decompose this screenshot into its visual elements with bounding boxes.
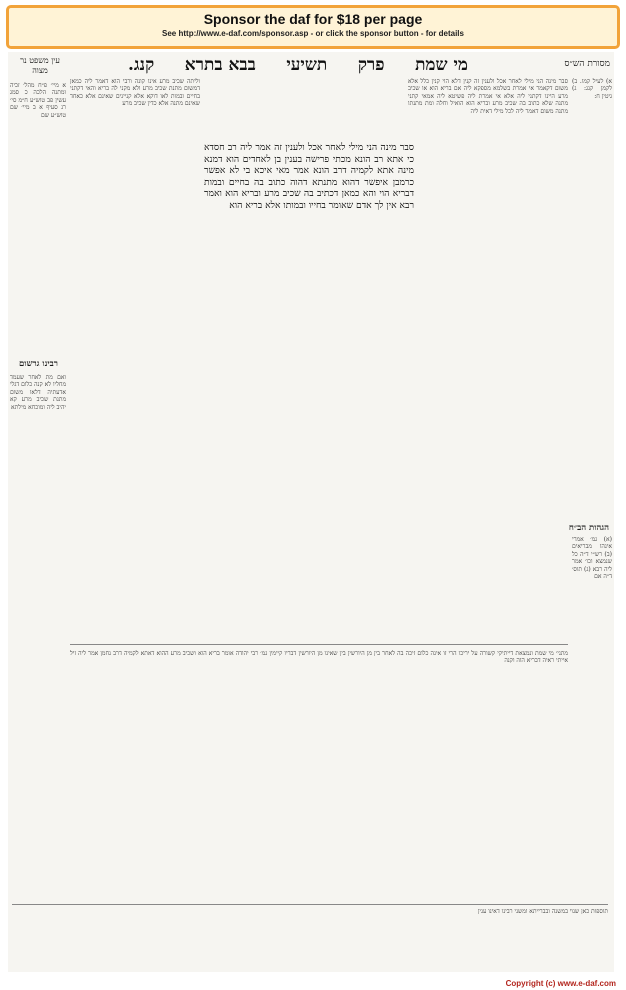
talmud-page <box>8 52 614 972</box>
running-header <box>128 54 468 76</box>
header-chapter-name: מי שמת <box>415 55 468 75</box>
sponsor-banner[interactable] <box>6 5 620 49</box>
header-perek: פרק <box>357 55 385 75</box>
commentary-divider <box>70 644 568 645</box>
rabbeinu-gershom-column: ואם מת לאחר שעמד מחליו לא קנה כלום דגלי אדעתיה דלאו משום מתנת שכיב מרע קא יהיב ליה ומוכחא מילתא <box>10 374 66 411</box>
copyright-link[interactable]: Copyright (c) www.e-daf.com <box>505 979 616 988</box>
masoret-hashas-column: א) לעיל קמו. ב) לקמן קנג: ג) גיטין ח: <box>572 78 612 100</box>
footnote-divider <box>12 904 608 905</box>
ein-mishpat-column: א מיי׳ פ״ח מהל׳ זכיה ומתנה הלכה כ סמג עשין פב טוש״ע ח״מ סי׳ רנ סעיף א ב מיי׳ שם טוש״ע שם <box>10 82 66 119</box>
banner-subtitle[interactable]: See http://www.e-daf.com/sponsor.asp - or click the sponsor button - for details <box>162 29 464 38</box>
ein-mishpat-heading: עין משפט נר מצוה <box>20 56 60 75</box>
masoret-hashas-heading: מסורת הש״ס <box>564 59 610 69</box>
tosafot-column: וליתה שכיב מרע אינו קונה ורבי הוא דאמר ליה כמאן דמשום מתנת שכיב מרע ולא מקני לה בריא והאי דקתני בחיים ובמות לאו דוקא אלא קניינים שאינם אלא כאחד שאינם מתנה אלא כדין שכיב מרע <box>70 78 200 108</box>
bottom-notes: תוספות כאן שנוי במשנה ובברייתא ומשני רבינו דאינו ענין <box>477 908 608 915</box>
header-chapter-number: תשיעי <box>286 55 328 75</box>
rashi-column: סבר מינה הני מילי לאחר אכל ולענין זה קנין דלא הוי קנין כלל אלא משום דקאמר אי אמרת בשלמא מספקא ליה אם בריא הוא או שכיב מרע היינו דקתני ליה אלא אי אמרת ליה פשיטא ליה אמאי קתני מתנה שלא כתוב בה שכיב מרע ובריא הוא הואיל וחלה ומת מתנתו מתנה משום דאמר ליה לכל מילי דאית ליה <box>408 78 568 115</box>
hagahot-column: (א) גמ׳ אמרי אינהו מבריאים (ב) רש״י ד״ה כל שנמצא וכו׳ אמר ליה רבא (ג) תוס׳ ד״ה אם <box>572 536 612 581</box>
hagahot-label: הגהות הב״ח <box>566 522 612 533</box>
lower-commentary: מתני׳ מי שמת ונמצאת דייתיקי קשורה על יריכו הרי זו אינה כלום זיכה בה לאחר בין מן היורשין בין שאינו מן היורשין דבריו קיימין גמ׳ רבי יהודה אומר בריא הוא ושכיב מרע ההוא דאתא לקמיה דרב נחמן אמר ליה זיל אייתי ראיה דבריא הוה וקנה <box>70 650 568 665</box>
header-folio: קנג. <box>128 55 155 75</box>
gemara-text: סבר מינה הני מילי לאחר אכל ולענין זה אמר ליה רב חסדא כי אתא רב הונא מכתי פרישה בענין בן לאחדים הוא דמנא מינה אתא לקמיה דרב הונא אמר מאי איכא בי לא אפשר כרמבן איפשר דהוא מתנתא דהוה כתוב בה בחיים ובמות דבריא הוי והא כמאן דכתיב בה שכיב מרע ובריא הוא ואמר רבא אין לך אדם שאומר בחייו ובמותו אלא בריא הוא <box>204 142 414 211</box>
banner-title: Sponsor the daf for $18 per page <box>203 11 423 27</box>
rabbeinu-gershom-label: רבינו גרשום <box>16 358 61 369</box>
header-tractate: בבא בתרא <box>184 55 256 75</box>
